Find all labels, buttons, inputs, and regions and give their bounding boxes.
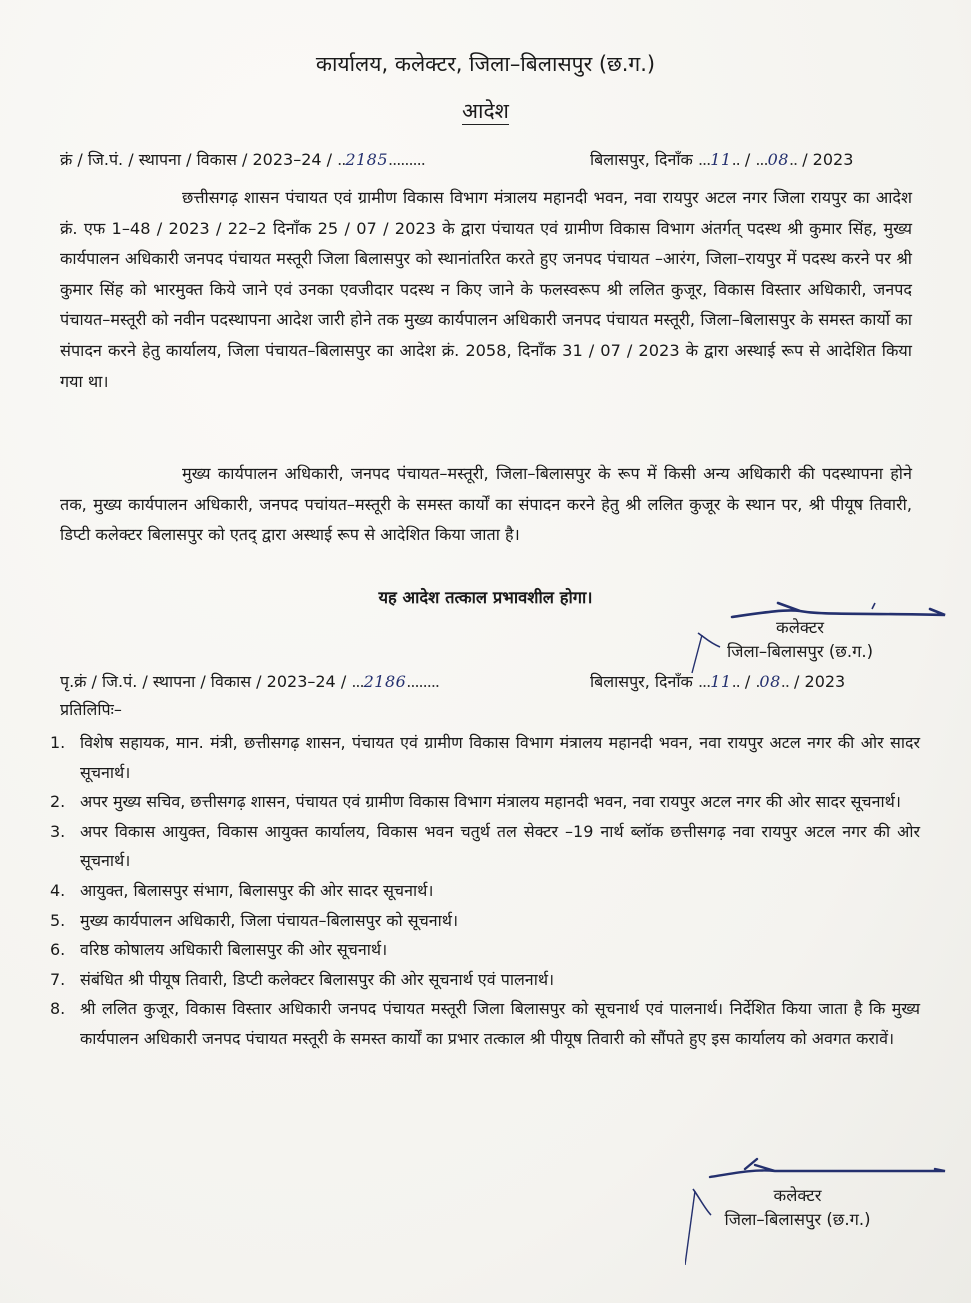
item-text: श्री ललित कुजूर, विकास विस्तार अधिकारी जनपद पंचायत मस्तूरी जिला बिलासपुर को सूचनार्थ एवं पालनार्थ। निर्देशित किया जाता है कि मुख्य कार्यपालन अधिकारी जनपद पंचायत मस्तूरी के समस्त कार्यों का प्रभार तत्काल श्री पीयूष तिवारी को सौंपते हुए इस कार्यालय को अवगत करावें। (80, 999, 920, 1048)
order-reference (60, 148, 425, 170)
order-number-handwritten: 2185 (345, 150, 389, 169)
item-number: 7. (50, 969, 66, 989)
order-title (0, 97, 971, 125)
signatory-designation: कलेक्टर (776, 618, 824, 637)
place-date-label: बिलासपुर, दिनाँक (590, 150, 693, 169)
dotted-fill: .. (337, 150, 346, 169)
dotted-fill: ... (351, 672, 364, 691)
copy-to-item (50, 965, 920, 995)
item-text: आयुक्त, बिलासपुर संभाग, बिलासपुर की ओर सादर सूचनार्थ। (80, 880, 434, 900)
item-text: वरिष्ठ कोषालय अधिकारी बिलासपुर की ओर सूचनार्थ। (80, 940, 388, 960)
copy-to-item (50, 906, 920, 936)
copy-to-item (50, 876, 920, 906)
item-number: 2. (50, 792, 66, 812)
item-number: 4. (50, 880, 66, 900)
endorsement-ref-prefix: पृ.क्रं / जि.पं. / स्थापना / विकास / 2023–24 / (60, 672, 347, 691)
item-text: संबंधित श्री पीयूष तिवारी, डिप्टी कलेक्टर बिलासपुर की ओर सूचनार्थ एवं पालनार्थ। (80, 969, 555, 989)
item-number: 8. (50, 999, 66, 1019)
copy-to-item (50, 994, 920, 1053)
endorsement-reference (60, 670, 439, 692)
dotted-fill: .. (731, 672, 740, 691)
body-paragraph-2: मुख्य कार्यपालन अधिकारी, जनपद पंचायत–मस्तूरी, जिला–बिलासपुर के रूप में किसी अन्य अधिकारी की पदस्थापना होने तक, मुख्य कार्यपालन अधिकारी, जनपद पचांयत–मस्तूरी के समस्त कार्यों का संपादन करने हेतु श्री ललित कुजूर के स्थान पर, श्री पीयूष तिवारी, डिप्टी कलेक्टर बिलासपुर को एतद् द्वारा अस्थाई रूप से आदेशित किया जाता है। (60, 464, 912, 545)
copy-to-list (50, 728, 920, 1054)
item-text: मुख्य कार्यपालन अधिकारी, जिला पंचायत–बिलासपुर को सूचनार्थ। (80, 910, 459, 930)
endorsement-day-handwritten: 11 (710, 672, 732, 691)
dotted-fill: .. (788, 150, 798, 169)
signatory-jurisdiction: जिला–बिलासपुर (छ.ग.) (726, 642, 874, 661)
item-text: अपर मुख्य सचिव, छत्तीसगढ़ शासन, पंचायत एवं ग्रामीण विकास विभाग मंत्रालय महानदी भवन, नवा रायपुर अटल नगर की ओर सादर सूचनार्थ। (80, 792, 901, 812)
dotted-fill: ... (697, 150, 711, 169)
item-text: अपर विकास आयुक्त, विकास आयुक्त कार्यालय, विकास भवन चतुर्थ तल सेक्टर –19 नार्थ ब्लॉक छत्तीसगढ़ नवा रायपुर अटल नगर की ओर सूचनार्थ। (80, 821, 920, 871)
dotted-fill: ... (697, 672, 711, 691)
copy-to-item (50, 935, 920, 965)
copy-to-item (50, 728, 920, 787)
dotted-fill: ......... (388, 150, 425, 169)
dotted-fill: . (755, 672, 760, 691)
order-title-text: आदेश (462, 99, 509, 123)
order-ref-prefix: क्रं / जि.पं. / स्थापना / विकास / 2023–24 / (60, 150, 333, 169)
order-date: बिलासपुर, दिनाँक ...11.. / ...08.. / 2023 (590, 150, 854, 169)
item-number: 6. (50, 940, 66, 960)
copy-to-item (50, 817, 920, 876)
dotted-fill: ... (755, 150, 768, 169)
dotted-fill: ........ (406, 672, 439, 691)
order-month-handwritten: 08 (767, 150, 789, 169)
item-number: 1. (50, 733, 66, 752)
item-text: विशेष सहायक, मान. मंत्री, छत्तीसगढ़ शासन, पंचायत एवं ग्रामीण विकास विभाग मंत्रालय महानदी भवन, नवा रायपुर अटल नगर की ओर सादर सूचनार्थ। (80, 733, 920, 782)
dotted-fill: .. (731, 150, 740, 169)
signature-block-1 (690, 616, 910, 664)
endorsement-year: / 2023 (794, 672, 846, 691)
endorsement-number-handwritten: 2186 (363, 672, 407, 691)
order-day-handwritten: 11 (710, 150, 732, 169)
copy-to-label: प्रतिलिपिः– (60, 700, 122, 719)
dotted-fill: .. (780, 672, 789, 691)
signature-block-2 (685, 1184, 910, 1232)
signatory-designation: कलेक्टर (773, 1186, 822, 1205)
body-paragraph-1: छत्तीसगढ़ शासन पंचायत एवं ग्रामीण विकास विभाग मंत्रालय महानदी भवन, नवा रायपुर अटल नगर जिला रायपुर का आदेश क्रं. एफ 1–48 / 2023 / 22–2 दिनाँक 25 / 07 / 2023 के द्वारा पंचायत एवं ग्रामीण विकास विभाग अंतर्गत् पदस्थ श्री कुमार सिंह, मुख्य कार्यपालन अधिकारी जनपद पंचायत मस्तूरी जिला बिलासपुर को स्थानांतरित करते हुए जनपद पंचायत –आरंग, जिला–रायपुर में पदस्थ करने पर श्री कुमार सिंह को भारमुक्त किये जाने एवं उनका एवजीदार पदस्थ न किए जाने के फलस्वरूप श्री ललित कुजूर, विकास विस्तार अधिकारी, जनपद पंचायत–मस्तूरी को नवीन पदस्थापना आदेश जारी होने तक मुख्य कार्यपालन अधिकारी जनपद पंचायत मस्तूरी, जिला–बिलासपुर के समस्त कार्यो का संपादन करने हेतु कार्यालय, जिला पंचायत–बिलासपुर का आदेश क्रं. 2058, दिनाँक 31 / 07 / 2023 के द्वारा अस्थाई रूप से आदेशित किया गया था। (60, 188, 912, 391)
endorsement-date: बिलासपुर, दिनाँक ...11.. / .08.. / 2023 (590, 672, 846, 691)
copy-to-item (50, 787, 920, 817)
signatory-jurisdiction: जिला–बिलासपुर (छ.ग.) (724, 1210, 871, 1229)
item-number: 5. (50, 910, 66, 930)
item-number: 3. (50, 821, 66, 841)
order-year: / 2023 (802, 150, 854, 169)
endorsement-month-handwritten: 08 (759, 672, 781, 691)
effective-note: यह आदेश तत्काल प्रभावशील होगा। (378, 588, 593, 607)
office-heading: कार्यालय, कलेक्टर, जिला–बिलासपुर (छ.ग.) (315, 52, 656, 76)
place-date-label: बिलासपुर, दिनाँक (590, 672, 693, 691)
